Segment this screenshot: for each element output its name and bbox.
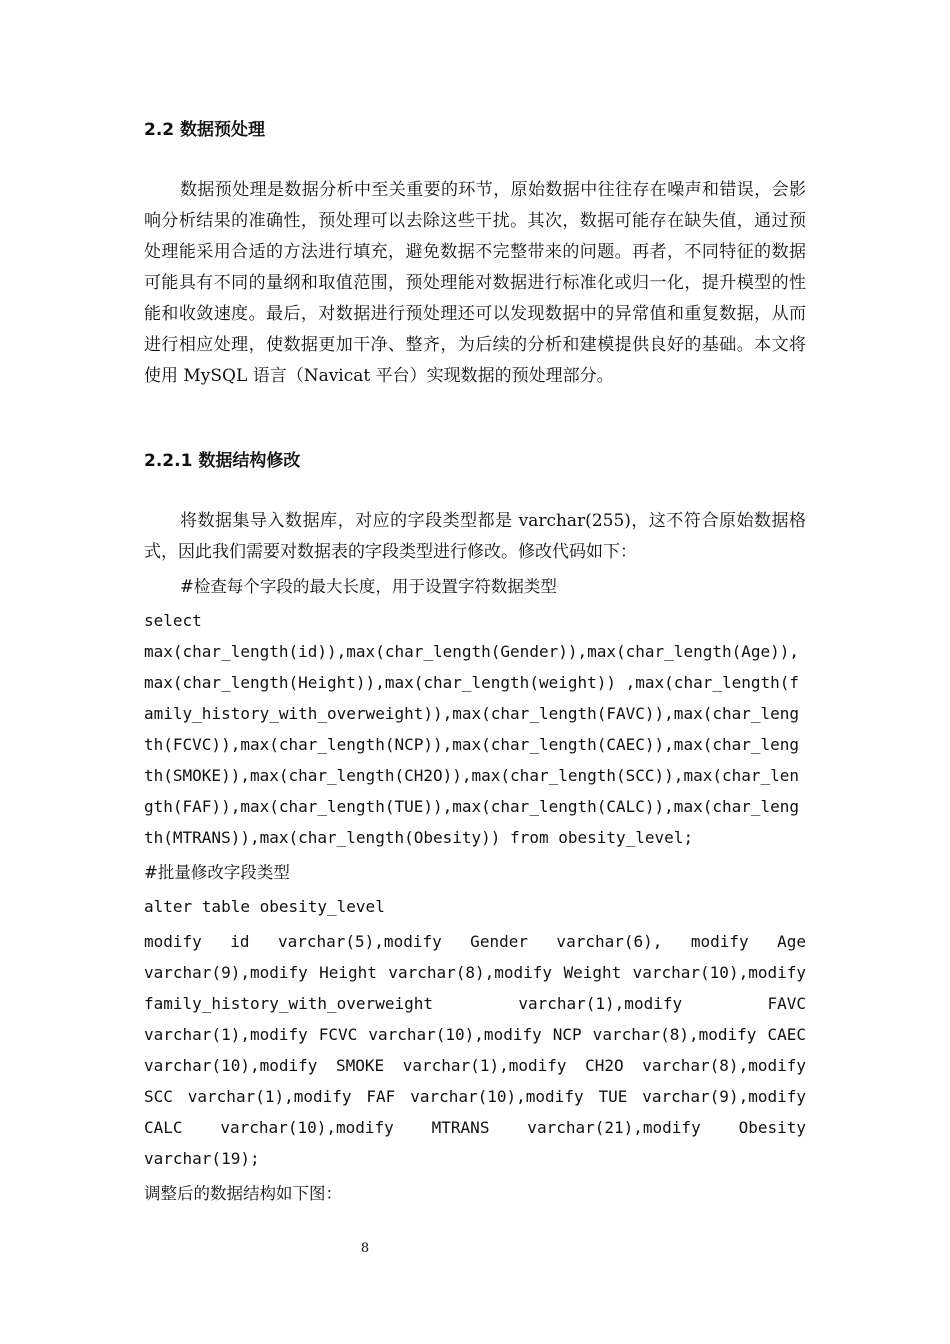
figure-caption-lead: 调整后的数据结构如下图： — [144, 1184, 342, 1203]
section-paragraph: 数据预处理是数据分析中至关重要的环节，原始数据中往往存在噪声和错误，会影响分析结果的准确性，预处理可以去除这些干扰。其次，数据可能存在缺失值，通过预处理能采用合适的方法进行填充，避免数据不完整带来的问题。再者，不同特征的数据可能具有不同的量纲和取值范围，预处理能对数据进行标准化或归一化，提升模型的性能和收敛速度。最后，对数据进行预处理还可以发现数据中的异常值和重复数据，从而进行相应处理，使数据更加干净、整齐，为后续的分析和建模提供良好的基础。本文将使用 MySQL 语言（Navicat 平台）实现数据的预处理部分。 — [144, 180, 806, 386]
subsection-paragraph: 将数据集导入数据库，对应的字段类型都是 varchar(255)，这不符合原始数据格式，因此我们需要对数据表的字段类型进行修改。修改代码如下： — [144, 511, 806, 562]
code-modify-statement: modify id varchar(5),modify Gender varchar(6), modify Age varchar(9),modify Height varchar(8),modify Weight varchar(10),modify family_history_with_overweight varchar(1),modify FAVC varchar(1),modify FCVC varchar(10),modify NCP varchar(8),modify CAEC varchar(10),modify SMOKE varchar(1),modify CH2O varchar(8),modify SCC varchar(1),modify FAF varchar(10),modify TUE varchar(9),modify CALC varchar(10),modify MTRANS varchar(21),modify Obesity varchar(19); — [144, 932, 806, 1168]
code-select-body: max(char_length(id)),max(char_length(Gender)),max(char_length(Age)),max(char_length(Height)),max(char_length(weight)) ,max(char_length(family_history_with_overweight)),max(char_length(FAVC)),max(char_length(FCVC)),max(char_length(NCP)),max(char_length(CAEC)),max(char_length(SMOKE)),max(char_length(CH2O)),max(char_length(SCC)),max(char_length(FAF)),max(char_length(TUE)),max(char_length(CALC)),max(char_length(MTRANS)),max(char_length(Obesity)) from obesity_level; — [144, 642, 800, 847]
code-select-keyword: select — [144, 611, 202, 630]
code-comment-check-length: #检查每个字段的最大长度，用于设置字符数据类型 — [180, 577, 557, 596]
code-alter-table: alter table obesity_level — [144, 897, 385, 916]
code-comment-batch-modify: #批量修改字段类型 — [144, 863, 290, 882]
section-heading: 2.2 数据预处理 — [144, 120, 266, 140]
subsection-heading: 2.2.1 数据结构修改 — [144, 451, 301, 471]
page-number: 8 — [360, 1241, 370, 1256]
